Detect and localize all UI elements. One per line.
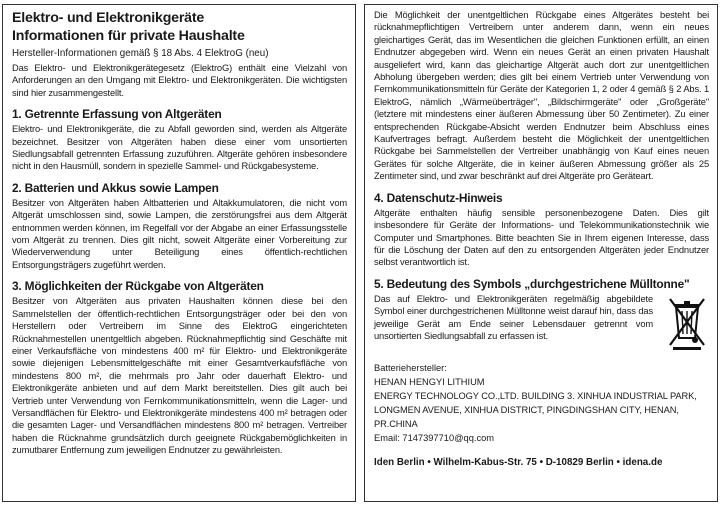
manufacturer-email: Email: 7147397710@qq.com	[374, 432, 495, 443]
section-4-text: Altgeräte enthalten häufig sensible personenbezogene Daten. Dies gilt insbesondere für Geräte der Informations- und Telekommunikationstechnik wie Computer und Smartphones. Bitte beachten Sie in Ihrem eigenen Interesse, dass für die Löschung der Daten auf den zu entsorgenden Altgeräten jeder Endnutzer selbst verantwortlich ist.	[374, 207, 709, 268]
intro-paragraph: Das Elektro- und Elektronikgerätegesetz (ElektroG) enthält eine Vielzahl von Anforderungen an den Umgang mit Elektro- und Elektronikgeräten. Die wichtigsten sind hier zusammengestellt.	[12, 63, 347, 98]
section-3-heading: 3. Möglichkeiten der Rückgabe von Altgeräten	[12, 279, 264, 294]
symbol-explanation	[374, 293, 709, 351]
section-5-heading: 5. Bedeutung des Symbols „durchgestrichene Mülltonne"	[374, 276, 690, 291]
manufacturer-label: Batteriehersteller:	[374, 362, 447, 373]
manufacturer-info	[374, 361, 709, 445]
manufacturer-address: ENERGY TECHNOLOGY CO.,LTD. BUILDING 3. XINHUA INDUSTRIAL PARK, LONGMEN AVENUE, XINHUA DISTRICT, PINGDINGSHAN CITY, HENAN, PR.CHINA	[374, 390, 697, 429]
section-4-heading: 4. Datenschutz-Hinweis	[374, 190, 503, 205]
section-1-heading: 1. Getrennte Erfassung von Altgeräten	[12, 107, 222, 122]
document-subtitle: Hersteller-Informationen gemäß § 18 Abs. 4 ElektroG (neu)	[12, 48, 269, 59]
section-5-text: Das auf Elektro- und Elektronikgeräten regelmäßig abgebildete Symbol einer durchgestrichenen Mülltonne weist darauf hin, dass das jeweilige Gerät am Ende seiner Lebensdauer getrennt vom unsortierten Siedlungsabfall zu erfassen ist.	[374, 293, 653, 341]
section-1-text: Elektro- und Elektronikgeräte, die zu Abfall geworden sind, werden als Altgeräte bezeichnet. Besitzer von Altgeräten haben diese einer vom unsortierten Siedlungsabfall getrennten Erfassung zuzuführen. Altgeräte gehören insbesondere nicht in den Hausmüll, sondern in spezielle Sammel- und Rückgabesysteme.	[12, 124, 347, 172]
section-3-continued-text: Die Möglichkeit der unentgeltlichen Rückgabe eines Altgerätes besteht bei rücknahmepflichtigen Vertreibern unter anderem dann, wenn ein neues gleichartiges Gerät, das im Wesentlichen die gleichen Funktionen erfüllt, an einen Endnutzer abgegeben wird. Wenn ein neues Gerät an einen privaten Haushalt ausgeliefert wird, kann das gleichartige Altgerät auch dort zur unentgeltlichen Abholung übergeben werden; dies gilt bei einem Vertrieb unter Verwendung von Fernkommunikationsmitteln für Geräte der Kategorien 1, 2 oder 4 gemäß § 2 Abs. 1 ElektroG, nämlich „Wärmeüberträger", „Bildschirmgeräte" oder „Großgeräte" (letztere mit mindestens einer äußeren Abmessung über 50 Zentimeter). Zu einer entsprechenden Rückgabe-Absicht werden Endnutzer beim Abschluss eines Kaufvertrages befragt. Außerdem besteht die Möglichkeit der unentgeltlichen Rückgabe bei Sammelstellen der Vertreiber unabhängig von Kauf eines neuen Gerätes für solche Altgeräte, die in keiner äußeren Abmessung größer als 25 Zentimeter sind, und zwar beschränkt auf drei Altgeräte pro Geräteart.	[374, 10, 709, 182]
manufacturer-name: HENAN HENGYI LITHIUM	[374, 376, 485, 387]
footer-address: Iden Berlin • Wilhelm-Kabus-Str. 75 • D-10829 Berlin • idena.de	[374, 456, 663, 468]
section-2-heading: 2. Batterien und Akkus sowie Lampen	[12, 180, 219, 195]
left-panel	[2, 4, 356, 502]
document-title-line2: Informationen für private Haushalte	[12, 28, 245, 44]
right-panel	[364, 4, 718, 502]
section-3-text: Besitzer von Altgeräten aus privaten Haushalten können diese bei den Sammelstellen der öffentlich-rechtlichen Entsorgungsträger oder bei den von Herstellern oder Vertreibern im Sinne des ElektroG eingerichteten Rücknahmestellen unentgeltlich abgeben. Rücknahmepflichtig sind Geschäfte mit einer Verkaufsfläche von mindestens 400 m² für Elektro- und Elektronikgeräte sowie diejenigen Lebensmittelgeschäfte mit einer Gesamtverkaufsfläche von mindestens 800 m², die mehrmals pro Jahr oder dauerhaft Elektro- und Elektronikgeräte anbieten und auf dem Markt bereitstellen. Dies gilt auch bei Vertrieb unter Verwendung von Fernkommunikationsmitteln, wenn die Lager- und Versandflächen für Elektro- und Elektronikgeräte mindestens 400 m² betragen oder die gesamten Lager- und Versandflächen mindestens 800 m² betragen. Vertreiber haben die Rücknahme grundsätzlich durch geeignete Rückgabemöglichkeiten in zumutbarer Entfernung zum jeweiligen Endnutzer zu gewährleisten.	[12, 296, 347, 456]
section-2-text: Besitzer von Altgeräten haben Altbatterien und Altakkumulatoren, die nicht vom Altgerät umschlossen sind, sowie Lampen, die zerstörungsfrei aus dem Altgerät entnommen werden können, im Regelfall vor der Abgabe an einer Erfassungsstelle vom Altgerät zu trennen. Dies gilt nicht, soweit Altgeräte einer Vorbereitung zur Wiederverwendung unter Beteiligung eines öffentlich-rechtlichen Entsorgungsträgers zugeführt werden.	[12, 197, 347, 270]
crossed-out-wheelie-bin-icon	[665, 295, 709, 351]
document-title-line1: Elektro- und Elektronikgeräte	[12, 10, 205, 26]
